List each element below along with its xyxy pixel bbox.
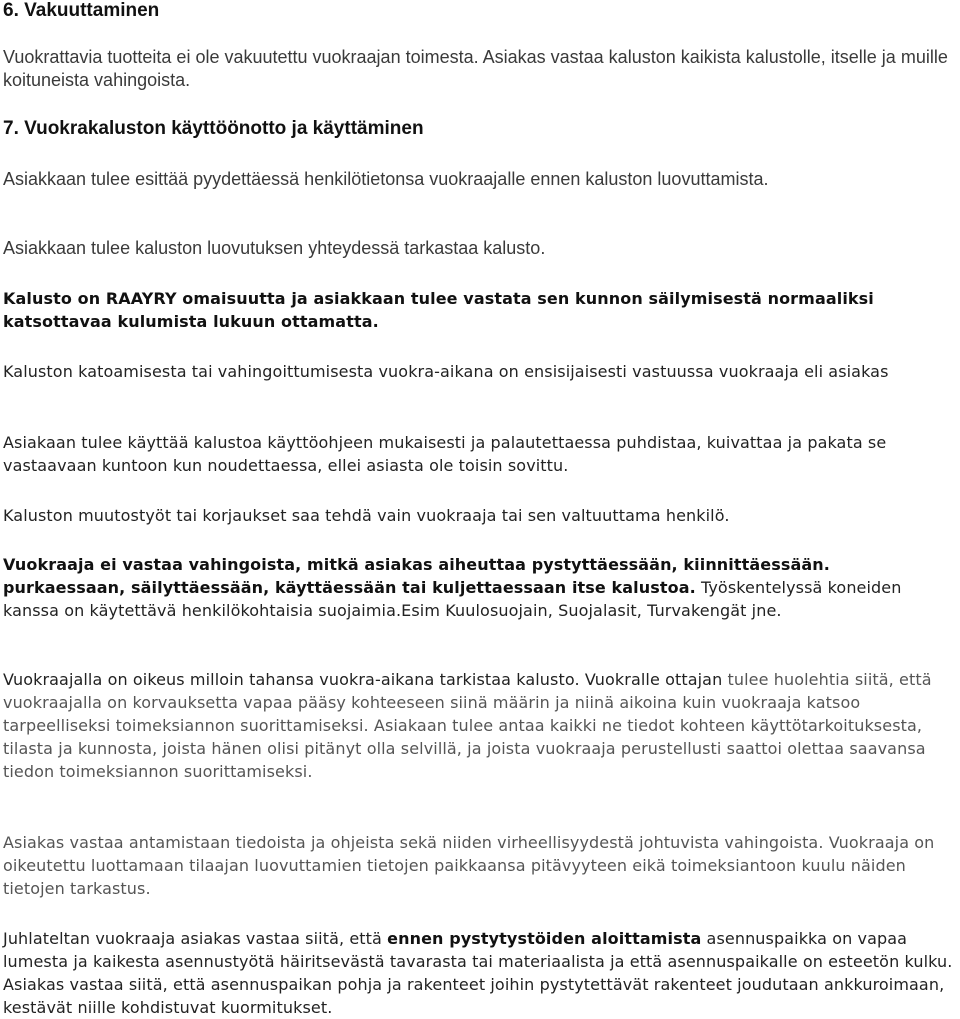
tent-bold-text: ennen pystytystöiden aloittamista: [387, 929, 702, 948]
inspection-rights-paragraph: [3, 668, 955, 783]
section-6-paragraph: [3, 46, 955, 92]
paragraph-modifications: [3, 504, 955, 527]
paragraph-inspection-rights: [3, 668, 955, 783]
information-paragraph: Asiakas vastaa antamistaan tiedoista ja ohjeista sekä niiden virheellisyydestä johtuvista vahingoista. Vuokraaja on oikeutettu luottamaan tilaajan luovuttamien tietojen paikkaansa pitävyyteen eikä toimeksiantoon kuulu näiden tietojen tarkastus.: [3, 833, 935, 898]
tent-text-end: asennuspaikka on vapaa lumesta ja kaikesta asennustyötä häiritsevästä tavarasta tai materiaalista ja että asennuspaikalle on esteetön kulku. Asiakas vastaa siitä, että asennuspaikan pohja ja rakenteet joihin pystytettävät rakenteet joudutaan ankkuroimaan, kestävät niille kohdistuvat kuormitukset.: [3, 929, 953, 1017]
usage-paragraph: Asiakaan tulee käyttää kalustoa käyttöohjeen mukaisesti ja palautettaessa puhdistaa, kuivattaa ja pakata se vastaavaan kuntoon kun noudettaessa, ellei asiasta ole toisin sovittu.: [3, 433, 887, 475]
section-7-heading: 7. Vuokrakaluston käyttöönotto ja käyttäminen: [3, 118, 424, 139]
tent-text-start: Juhlateltan vuokraaja asiakas vastaa siitä, että: [3, 929, 388, 948]
paragraph-usage: [3, 431, 955, 477]
identity-paragraph: Asiakkaan tulee esittää pyydettäessä henkilötietonsa vuokraajalle ennen kaluston luovuttamista.: [3, 169, 769, 189]
paragraph-identity: [3, 168, 955, 191]
loss-paragraph: Kaluston katoamisesta tai vahingoittumisesta vuokra-aikana on ensisijaisesti vastuussa vuokraaja eli asiakas: [3, 362, 889, 381]
section-7: [3, 118, 955, 140]
section-6: [3, 0, 955, 22]
insurance-paragraph: Vuokrattavia tuotteita ei ole vakuutettu vuokraajan toimesta. Asiakas vastaa kaluston kaikista kalustolle, itselle ja muille koituneista vahingoista.: [3, 47, 948, 90]
paragraph-liability: [3, 553, 955, 622]
liability-bold-text: Vuokraaja ei vastaa vahingoista, mitkä asiakas aiheuttaa pystyttäessään, kiinnittäessään. purkaessaan, säilyttäessään, käyttäessään tai kuljettaessaan itse kalustoa.: [3, 555, 830, 597]
tent-paragraph: [3, 927, 955, 1019]
paragraph-loss: [3, 360, 955, 383]
paragraph-inspect: [3, 237, 955, 260]
paragraph-tent: [3, 927, 955, 1019]
ownership-paragraph: Kalusto on RAAYRY omaisuutta ja asiakkaan tulee vastata sen kunnon säilymisestä normaaliksi katsottavaa kulumista lukuun ottamatta.: [3, 289, 874, 331]
paragraph-ownership: [3, 287, 955, 333]
modifications-paragraph: Kaluston muutostyöt tai korjaukset saa tehdä vain vuokraaja tai sen valtuuttama henkilö.: [3, 506, 730, 525]
liability-paragraph: [3, 553, 955, 622]
inspect-paragraph: Asiakkaan tulee kaluston luovutuksen yhteydessä tarkastaa kalusto.: [3, 238, 546, 258]
access-obligation-text: tulee huolehtia siitä, että vuokraajalla on korvauksetta vapaa pääsy kohteeseen siinä määrin ja niinä aikoina kuin vuokraaja katsoo tarpeelliseksi toimeksiannon suorittamiseksi. Asiakaan tulee antaa kaikki ne tiedot kohteen käyttötarkoituksesta, tilasta ja kunnosta, joista hänen olisi pitänyt olla selvillä, ja joista vuokraaja perustellusti saattoi olettaa saavansa tiedon toimeksiannon suorittamiseksi.: [3, 670, 932, 781]
paragraph-information: [3, 831, 955, 900]
liability-safety-text: Työskentelyssä koneiden kanssa on käytettävä henkilökohtaisia suojaimia.Esim Kuulosuojain, Suojalasit, Turvakengät jne.: [3, 578, 902, 620]
section-6-heading: 6. Vakuuttaminen: [3, 0, 160, 21]
inspection-rights-text: Vuokraajalla on oikeus milloin tahansa vuokra-aikana tarkistaa kalusto. Vuokralle ottajan: [3, 670, 723, 689]
